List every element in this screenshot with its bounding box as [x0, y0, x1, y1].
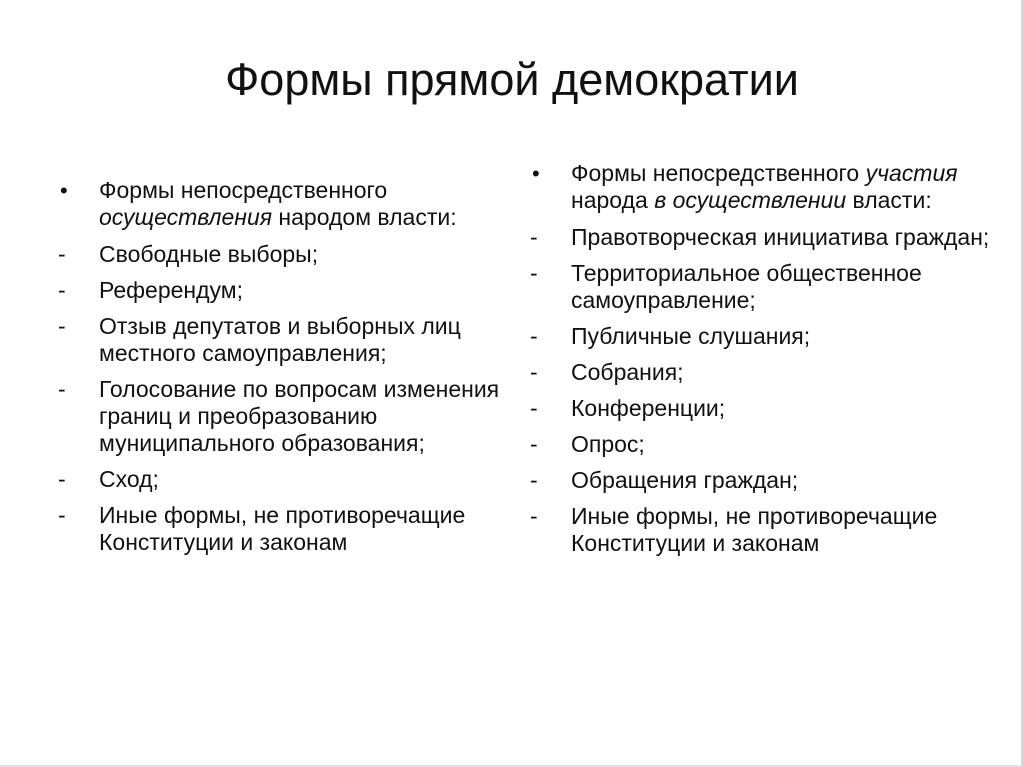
right-list-item	[530, 467, 1000, 494]
right-list-item	[530, 224, 1000, 251]
left-list-item	[58, 466, 518, 493]
left-item-text: Свободные выборы;	[99, 241, 319, 267]
right-item-text: Территориальное общественное самоуправление;	[571, 260, 922, 313]
left-item-text: Иные формы, не противоречащие Конституции и законам	[99, 502, 466, 555]
left-item-text: Голосование по вопросам изменения границ и преобразованию муниципального образования;	[99, 376, 500, 456]
left-item-text: Референдум;	[99, 277, 243, 303]
left-lead-item	[58, 177, 518, 231]
right-item-text: Конференции;	[571, 395, 726, 421]
dash-marker: -	[530, 395, 538, 421]
left-list-item	[58, 277, 518, 304]
right-list-item	[530, 395, 1000, 422]
right-list-item	[530, 431, 1000, 458]
dash-marker: -	[530, 503, 538, 529]
right-column-list	[530, 160, 1000, 566]
dash-marker: -	[58, 241, 66, 267]
dash-marker: -	[58, 376, 66, 402]
bullet-marker: •	[60, 178, 68, 203]
left-column-list	[58, 177, 518, 565]
right-list-item	[530, 503, 1000, 557]
dash-marker: -	[530, 467, 538, 493]
dash-marker: -	[530, 431, 538, 457]
right-list-item	[530, 260, 1000, 314]
right-list-item	[530, 359, 1000, 386]
dash-marker: -	[530, 260, 538, 286]
dash-marker: -	[58, 502, 66, 528]
left-list-item	[58, 241, 518, 268]
right-item-text: Правотворческая инициатива граждан;	[571, 224, 990, 250]
slide-title: Формы прямой демократии	[225, 54, 799, 105]
right-list-item	[530, 323, 1000, 350]
left-item-text: Сход;	[99, 466, 159, 492]
left-list-item	[58, 502, 518, 556]
right-lead-text: Формы непосредственного участия народа в осуществлении власти:	[571, 160, 958, 213]
left-lead-text: Формы непосредственного осуществления народом власти:	[99, 177, 457, 230]
dash-marker: -	[58, 313, 66, 339]
dash-marker: -	[58, 277, 66, 303]
bullet-marker: •	[532, 161, 540, 186]
left-list-item	[58, 376, 518, 457]
right-item-text: Обращения граждан;	[571, 467, 799, 493]
dash-marker: -	[530, 323, 538, 349]
right-item-text: Собрания;	[571, 359, 684, 385]
dash-marker: -	[58, 466, 66, 492]
right-item-text: Публичные слушания;	[571, 323, 811, 349]
right-lead-item	[530, 160, 1000, 214]
dash-marker: -	[530, 224, 538, 250]
right-item-text: Иные формы, не противоречащие Конституции и законам	[571, 503, 938, 556]
dash-marker: -	[530, 359, 538, 385]
left-item-text: Отзыв депутатов и выборных лиц местного самоуправления;	[99, 313, 461, 366]
right-item-text: Опрос;	[571, 431, 645, 457]
left-list-item	[58, 313, 518, 367]
